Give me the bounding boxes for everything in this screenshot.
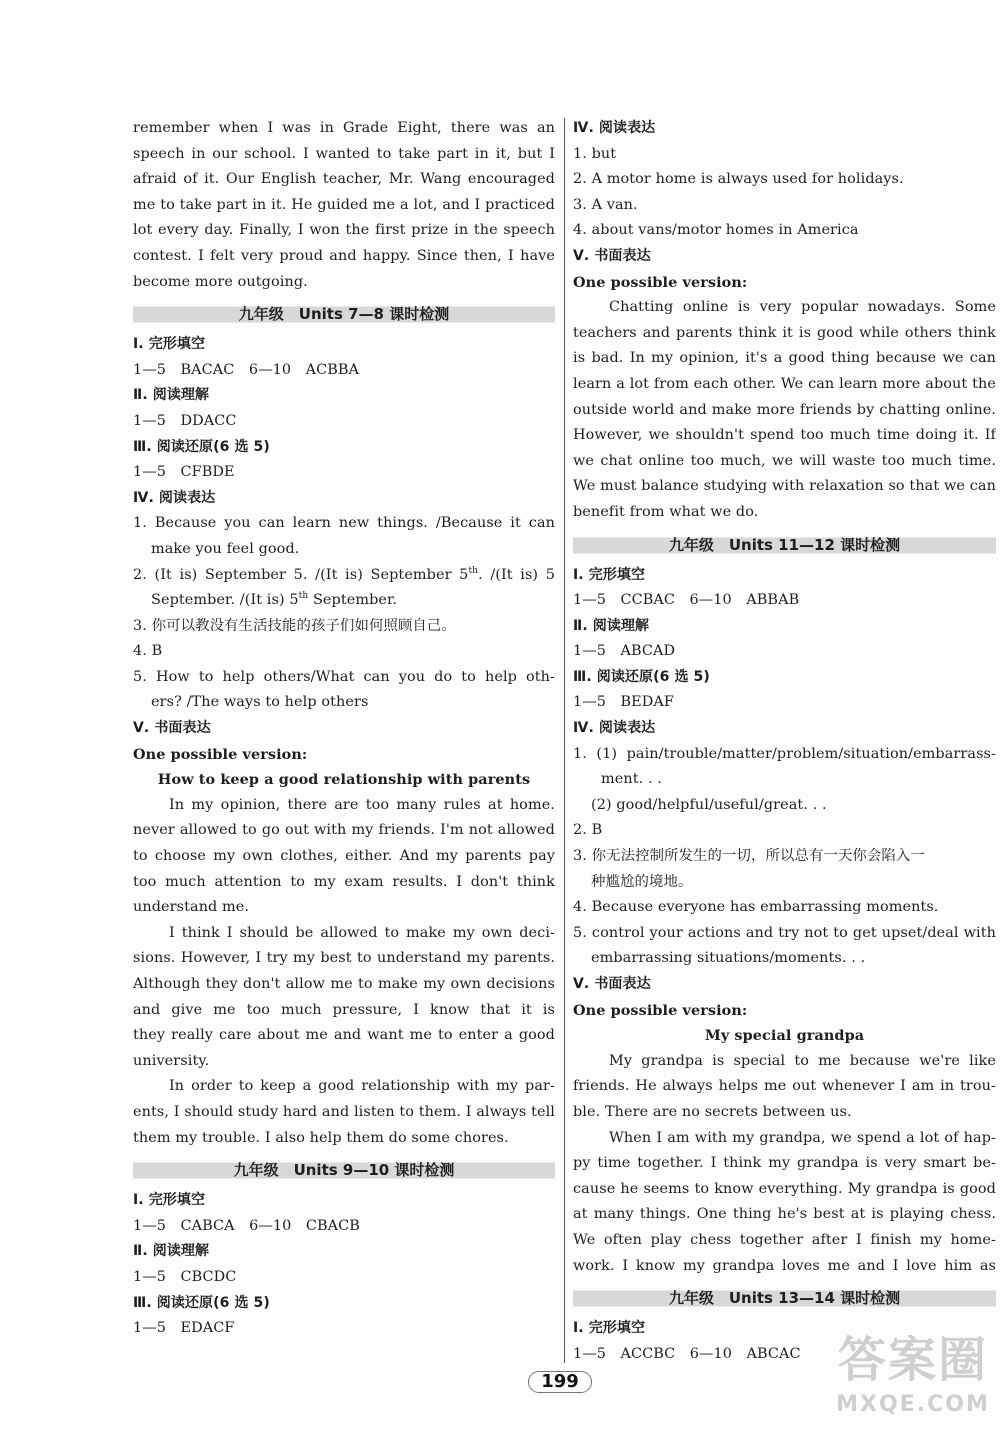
answer-line: 1—5 ABCAD <box>573 643 676 660</box>
version-label: One possible version: <box>133 745 308 763</box>
answer-line: 1—5 BACAC 6—10 ACBBA <box>133 361 360 378</box>
answer-line: 1—5 BEDAF <box>573 694 674 711</box>
answer-line: 1—5 CFBDE <box>133 464 235 481</box>
unit-11-12-heading: 九年级 Units 11—12 课时检测 <box>573 532 996 559</box>
essay-line: We must balance studying with relaxation so that we can <box>573 478 996 495</box>
essay-line: Chatting online is very popular nowadays. Some <box>609 299 996 316</box>
page-number: 199 <box>520 1367 600 1397</box>
watermark-logo <box>828 1330 998 1445</box>
essay-line: never allowed to go out with my friends. I'm not allowed <box>133 822 555 839</box>
essay-line: cause he seems to know everything. My grandpa is good <box>573 1180 996 1197</box>
intro-line: speech in our school. I wanted to take part in it, but I <box>133 145 555 162</box>
section-heading: Ⅲ. 阅读还原(6 选 5) <box>133 438 270 455</box>
section-heading: Ⅱ. 阅读理解 <box>133 1243 210 1260</box>
intro-line: become more outgoing. <box>133 273 308 290</box>
answer-line: 5. How to help others/What can you do to help oth- <box>133 668 555 685</box>
essay-line: at many things. One thing he's best at is playing chess. <box>573 1206 996 1223</box>
answer-line: 1—5 CABCA 6—10 CBACB <box>133 1217 360 1234</box>
column-divider <box>564 118 565 1363</box>
answer-line: 1—5 CBCDC <box>133 1268 237 1285</box>
intro-line: lot every day. Finally, I won the first prize in the speech <box>133 222 555 239</box>
section-heading: Ⅲ. 阅读还原(6 选 5) <box>573 668 710 685</box>
answer-line: 4. Because everyone has embarrassing moments. <box>573 899 939 916</box>
answer-line: 4. B <box>133 643 163 660</box>
answer-line: 1—5 CCBAC 6—10 ABBAB <box>573 592 800 609</box>
answer-line: 2. A motor home is always used for holidays. <box>573 171 904 188</box>
section-heading: Ⅱ. 阅读理解 <box>573 617 650 634</box>
intro-line: me to take part in it. He guided me a lot, and I practiced <box>133 196 555 213</box>
section-heading: Ⅴ. 书面表达 <box>573 976 651 992</box>
answer-line: 3. 你可以教没有生活技能的孩子们如何照顾自己。 <box>133 617 456 634</box>
answer-line: (2) good/helpful/useful/great. . . <box>591 796 827 813</box>
watermark-domain: MXQE.COM <box>836 1392 990 1417</box>
essay-title: My special grandpa <box>704 1027 865 1045</box>
essay-line: to choose my own clothes, either. And my parents pay <box>133 848 555 865</box>
version-label: One possible version: <box>573 273 748 291</box>
answer-line: September. /(It is) 5th September. <box>151 591 398 609</box>
answer-line: embarrassing situations/moments. . . <box>591 950 866 967</box>
essay-line: However, we shouldn't spend too much time doing it. If <box>573 427 996 444</box>
answer-line: 1. (1) pain/trouble/matter/problem/situation/embarrass- <box>573 745 996 762</box>
answer-line: make you feel good. <box>151 540 300 557</box>
answer-line: 2. B <box>573 822 603 839</box>
section-heading: Ⅳ. 阅读表达 <box>133 489 216 506</box>
essay-line: learn a lot from each other. We can learn more about the <box>573 375 996 392</box>
essay-line: benefit from what we do. <box>573 503 759 520</box>
essay-line: Although they don't allow me to make my own decisions <box>133 976 555 992</box>
section-heading: Ⅱ. 阅读理解 <box>133 387 210 404</box>
essay-line: understand me. <box>133 899 250 916</box>
essay-line: they really care about me and want me to enter a good <box>133 1027 555 1044</box>
essay-line: is bad. In my opinion, it's a good thing because we can <box>573 350 996 367</box>
answer-line: 3. A van. <box>573 196 638 213</box>
watermark-text: 答案圈 <box>837 1332 988 1388</box>
intro-line: contest. I felt very proud and happy. Since then, I have <box>133 247 555 264</box>
section-heading: Ⅰ. 完形填空 <box>573 566 646 583</box>
essay-line: university. <box>133 1052 210 1069</box>
section-heading: Ⅳ. 阅读表达 <box>573 120 656 136</box>
section-heading: Ⅴ. 书面表达 <box>133 720 211 737</box>
essay-line: teachers and parents think it is good while others think <box>573 324 996 341</box>
answer-line: 1—5 EDACF <box>133 1320 235 1337</box>
answer-line: 2. (It is) September 5. /(It is) September 5th. /(It is) 5 <box>133 565 555 583</box>
essay-line: sions. However, I try my best to understand my parents. <box>133 950 555 967</box>
left-column <box>133 116 555 1342</box>
unit-7-8-heading: 九年级 Units 7—8 课时检测 <box>133 301 555 328</box>
essay-line: work. I know my grandpa loves me and I love him as <box>573 1257 996 1274</box>
section-heading: Ⅰ. 完形填空 <box>133 336 206 353</box>
essay-line: and give me too much pressure, I know that it is <box>133 1001 555 1018</box>
essay-line: We often play chess together after I finish my home- <box>573 1231 996 1248</box>
essay-line: ble. There are no secrets between us. <box>573 1103 852 1120</box>
essay-line: In order to keep a good relationship with my par- <box>169 1078 555 1095</box>
answer-line: 4. about vans/motor homes in America <box>573 222 859 239</box>
section-heading: Ⅰ. 完形填空 <box>573 1320 646 1337</box>
answer-line: ment. . . <box>601 771 662 788</box>
intro-line: remember when I was in Grade Eight, there was an <box>133 120 555 136</box>
answer-line: 1. but <box>573 145 617 162</box>
answer-line: ers? /The ways to help others <box>151 694 369 711</box>
right-column <box>573 116 996 1367</box>
essay-line: them my trouble. I also help them do some chores. <box>133 1129 509 1146</box>
essay-line: When I am with my grandpa, we spend a lot of hap- <box>609 1129 996 1146</box>
essay-line: In my opinion, there are too many rules at home. <box>169 796 555 813</box>
essay-line: outside world and make more friends by chatting online. <box>573 401 996 418</box>
intro-line: afraid of it. Our English teacher, Mr. Wang encouraged <box>133 171 555 188</box>
section-heading: Ⅰ. 完形填空 <box>133 1192 206 1209</box>
essay-line: friends. He always helps me out whenever I am in trou- <box>573 1078 996 1095</box>
essay-title: How to keep a good relationship with parents <box>157 771 531 789</box>
essay-line: My grandpa is special to me because we're like <box>609 1052 996 1069</box>
unit-13-14-heading: 九年级 Units 13—14 课时检测 <box>573 1285 996 1312</box>
answer-line: 1. Because you can learn new things. /Because it can <box>133 515 555 532</box>
section-heading: Ⅲ. 阅读还原(6 选 5) <box>133 1294 270 1311</box>
essay-line: too much attention to my exam results. I don't think <box>133 873 555 890</box>
answer-line: 1—5 DDACC <box>133 412 237 429</box>
essay-line: I think I should be allowed to make my own deci- <box>169 924 555 941</box>
unit-9-10-heading: 九年级 Units 9—10 课时检测 <box>133 1157 555 1184</box>
version-label: One possible version: <box>573 1001 748 1019</box>
answer-line: 3. 你无法控制所发生的一切，所以总有一天你会陷入一 <box>573 848 925 865</box>
section-heading: Ⅴ. 书面表达 <box>573 247 651 264</box>
answer-line: 5. control your actions and try not to get upset/deal with <box>573 924 996 941</box>
section-heading: Ⅳ. 阅读表达 <box>573 720 656 737</box>
answer-line: 种尴尬的境地。 <box>591 873 693 890</box>
answer-line: 1—5 ACCBC 6—10 ABCAC <box>573 1345 801 1362</box>
essay-line: py time together. I think my grandpa is very smart be- <box>573 1155 996 1172</box>
essay-line: ents, I should study hard and listen to them. I always tell <box>133 1103 555 1120</box>
essay-line: we chat online too much, we will waste too much time. <box>573 452 996 469</box>
